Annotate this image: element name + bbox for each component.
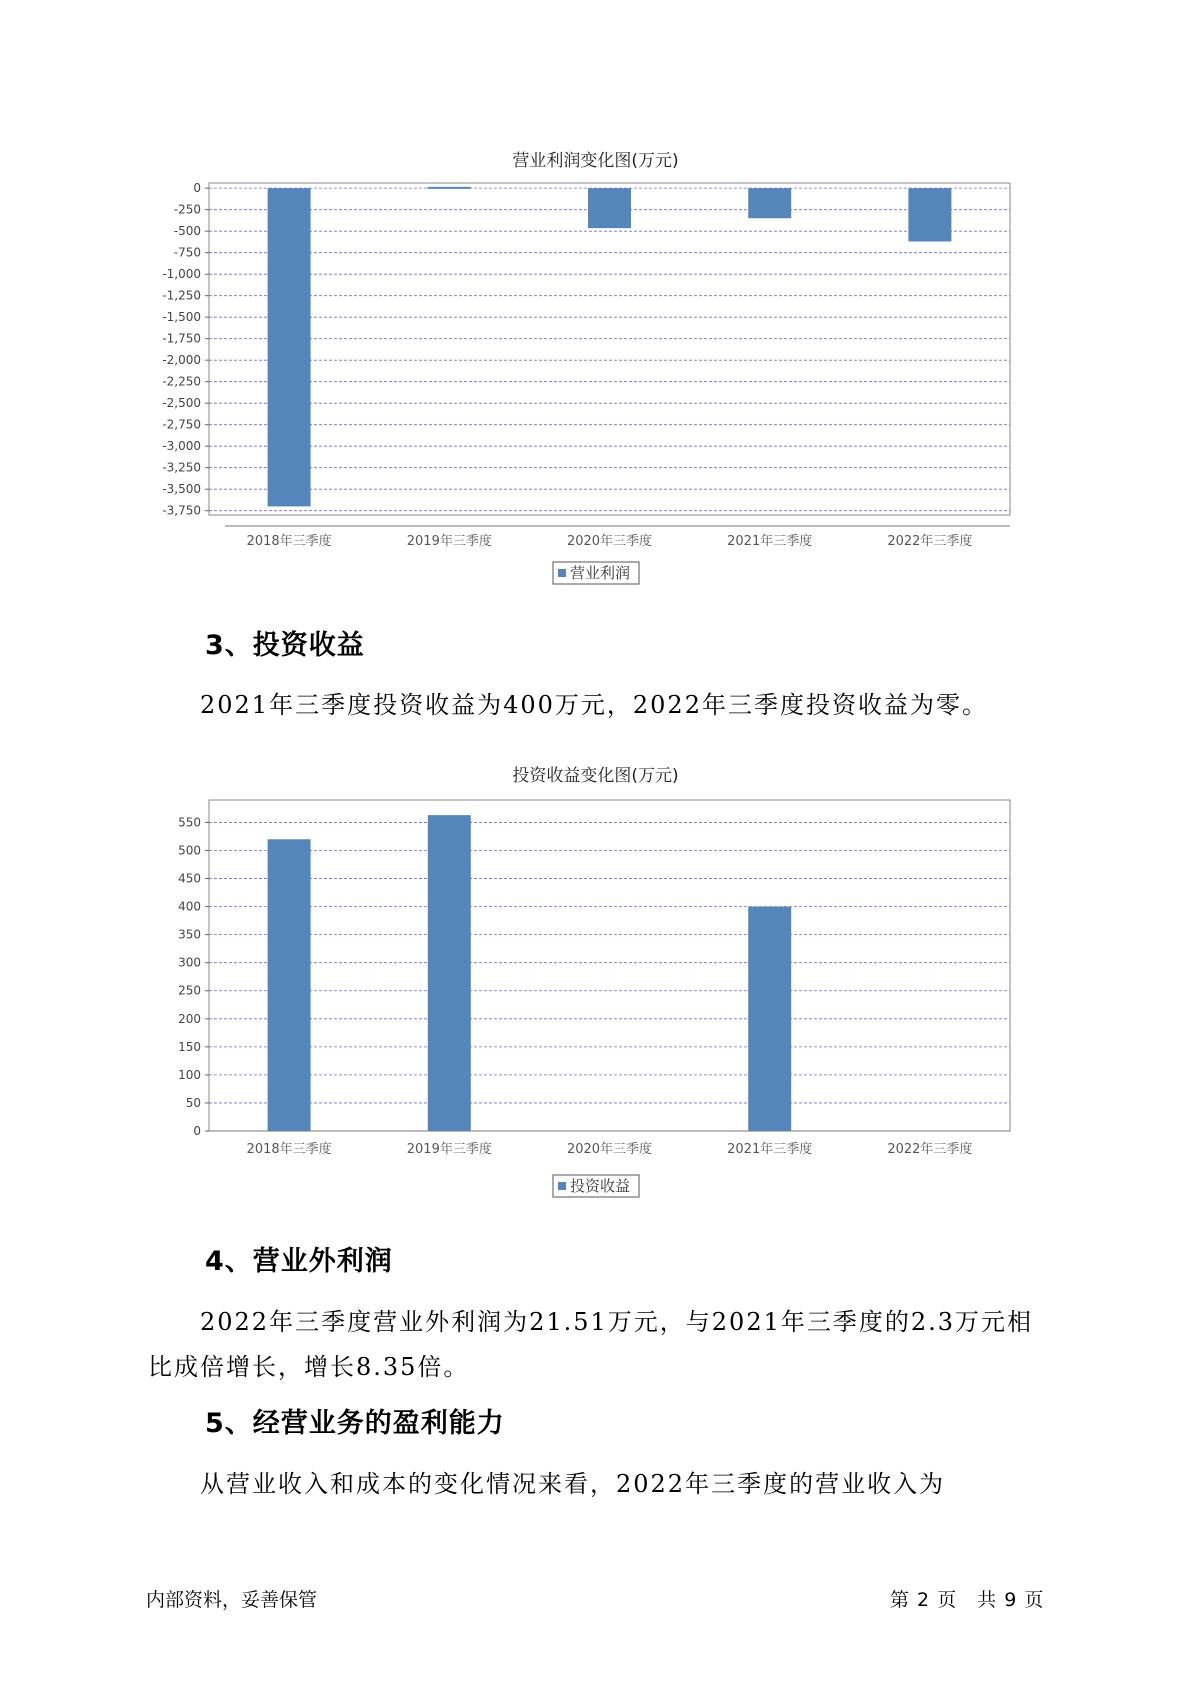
y-tick-label: 100 — [178, 1067, 201, 1082]
y-tick-label: 400 — [178, 899, 201, 914]
y-tick-label: 300 — [178, 955, 201, 970]
x-category-label: 2018年三季度 — [246, 534, 332, 549]
y-tick-label: -2,750 — [162, 417, 201, 432]
y-tick-label: 0 — [193, 181, 201, 196]
operating-profit-chart-svg — [0, 140, 1191, 600]
y-tick-label: -500 — [173, 224, 201, 239]
footer-page-number: 第 2 页 共 9 页 — [890, 1589, 1045, 1611]
y-tick-label: -2,000 — [162, 353, 201, 368]
legend-swatch — [558, 569, 566, 577]
section-heading-investment-income: 3、投资收益 — [205, 630, 365, 661]
x-category-label: 2020年三季度 — [566, 1142, 653, 1157]
operating-profit-chart — [0, 140, 1191, 600]
y-tick-label: -3,000 — [162, 439, 201, 454]
y-tick-label: -1,250 — [162, 288, 201, 303]
chart-title: 营业利润变化图(万元) — [512, 151, 679, 171]
y-tick-label: 350 — [178, 927, 201, 942]
y-tick-label: -1,000 — [162, 267, 201, 282]
y-tick-label: -2,250 — [162, 374, 201, 389]
bar — [588, 188, 631, 228]
chart-title: 投资收益变化图(万元) — [512, 766, 679, 786]
investment-income-chart — [0, 755, 1191, 1215]
x-category-label: 2020年三季度 — [566, 534, 653, 549]
y-tick-label: -250 — [173, 202, 201, 217]
y-tick-label: -3,250 — [162, 460, 201, 475]
legend-label: 营业利润 — [570, 564, 631, 582]
paragraph-non-operating-line1: 2022年三季度营业外利润为21.51万元，与2021年三季度的2.3万元相 — [200, 1308, 1034, 1336]
paragraph-profitability: 从营业收入和成本的变化情况来看，2022年三季度的营业收入为 — [200, 1470, 946, 1498]
plot-area — [209, 800, 1010, 1131]
bar — [908, 188, 951, 241]
section-heading-non-operating-profit: 4、营业外利润 — [205, 1246, 393, 1277]
x-category-label: 2022年三季度 — [887, 1142, 973, 1157]
bar — [268, 839, 311, 1131]
plot-area — [209, 183, 1010, 515]
y-tick-label: 200 — [178, 1011, 201, 1026]
section-heading-profitability: 5、经营业务的盈利能力 — [205, 1408, 505, 1439]
paragraph-non-operating-line2: 比成倍增长，增长8.35倍。 — [148, 1353, 470, 1381]
legend-swatch — [558, 1182, 566, 1190]
y-tick-label: 0 — [193, 1124, 201, 1138]
y-tick-label: 50 — [185, 1095, 201, 1110]
y-tick-label: -1,750 — [162, 331, 201, 346]
y-tick-label: 550 — [178, 815, 201, 830]
investment-income-chart-svg — [0, 755, 1191, 1215]
y-tick-label: 150 — [178, 1039, 201, 1054]
x-category-label: 2019年三季度 — [406, 1142, 492, 1157]
y-tick-label: -750 — [173, 245, 201, 260]
paragraph-investment-income: 2021年三季度投资收益为400万元，2022年三季度投资收益为零。 — [200, 691, 988, 719]
bar — [268, 188, 311, 506]
bar — [748, 188, 791, 218]
y-tick-label: -1,500 — [162, 310, 201, 325]
y-tick-label: 450 — [178, 871, 201, 886]
x-category-label: 2018年三季度 — [246, 1142, 332, 1157]
bar — [428, 815, 471, 1131]
x-category-label: 2021年三季度 — [727, 534, 813, 549]
y-tick-label: -2,500 — [162, 396, 201, 411]
x-category-label: 2019年三季度 — [406, 534, 492, 549]
x-category-label: 2022年三季度 — [887, 534, 973, 549]
bar — [428, 187, 471, 189]
bar — [748, 907, 791, 1131]
y-tick-label: 250 — [178, 983, 201, 998]
y-tick-label: -3,750 — [162, 503, 201, 518]
x-category-label: 2021年三季度 — [727, 1142, 813, 1157]
y-tick-label: -3,500 — [162, 482, 201, 497]
footer-confidential-note: 内部资料，妥善保管 — [146, 1589, 318, 1611]
y-tick-label: 500 — [178, 843, 201, 858]
legend-label: 投资收益 — [570, 1177, 631, 1195]
